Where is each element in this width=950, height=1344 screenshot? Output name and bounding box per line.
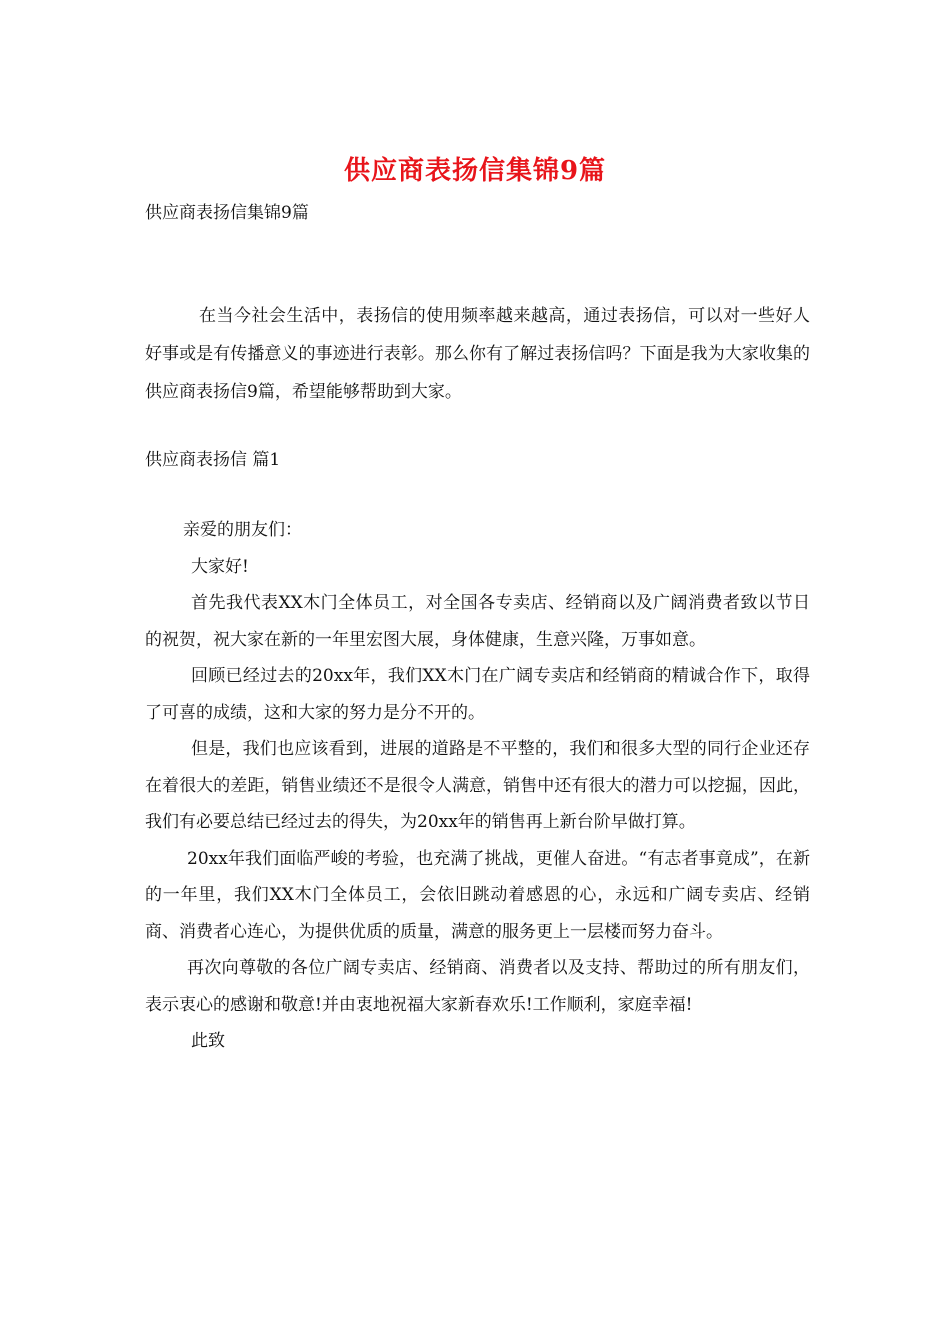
letter-paragraph: 回顾已经过去的20xx年，我们XX木门在广阔专卖店和经销商的精诚合作下，取得了可喜的成绩，这和大家的努力是分不开的。 (145, 666, 810, 723)
letter-salutation: 亲爱的朋友们： (183, 520, 302, 540)
letter-paragraph: 首先我代表XX木门全体员工，对全国各专卖店、经销商以及广阔消费者致以节日的祝贺，祝大家在新的一年里宏图大展，身体健康，生意兴隆，万事如意。 (145, 593, 810, 650)
intro-paragraph: 在当今社会生活中，表扬信的使用频率越来越高，通过表扬信，可以对一些好人好事或是有传播意义的事迹进行表彰。那么你有了解过表扬信吗？下面是我为大家收集的供应商表扬信9篇，希望能够帮助到大家。 (145, 306, 810, 402)
letter-closing: 此致 (191, 1031, 225, 1051)
letter-paragraph: 再次向尊敬的各位广阔专卖店、经销商、消费者以及支持、帮助过的所有朋友们，表示衷心的感谢和敬意!并由衷地祝福大家新春欢乐!工作顺利，家庭幸福! (145, 958, 810, 1015)
section-heading: 供应商表扬信 篇1 (145, 450, 281, 470)
letter-body (145, 512, 810, 1060)
document-title: 供应商表扬信集锦9篇 (343, 156, 607, 186)
letter-paragraph: 20xx年我们面临严峻的考验，也充满了挑战，更催人奋进。“有志者事竟成”，在新的一年里，我们XX木门全体员工，会依旧跳动着感恩的心，永远和广阔专卖店、经销商、消费者心连心，为提供优质的质量，满意的服务更上一层楼而努力奋斗。 (145, 848, 810, 942)
document-subtitle: 供应商表扬信集锦9篇 (145, 203, 309, 223)
letter-greeting: 大家好! (191, 556, 249, 577)
letter-paragraph: 但是，我们也应该看到，进展的道路是不平整的，我们和很多大型的同行企业还存在着很大的差距，销售业绩还不是很令人满意，销售中还有很大的潜力可以挖掘，因此，我们有必要总结已经过去的得失，为20xx年的销售再上新台阶早做打算。 (145, 739, 810, 832)
